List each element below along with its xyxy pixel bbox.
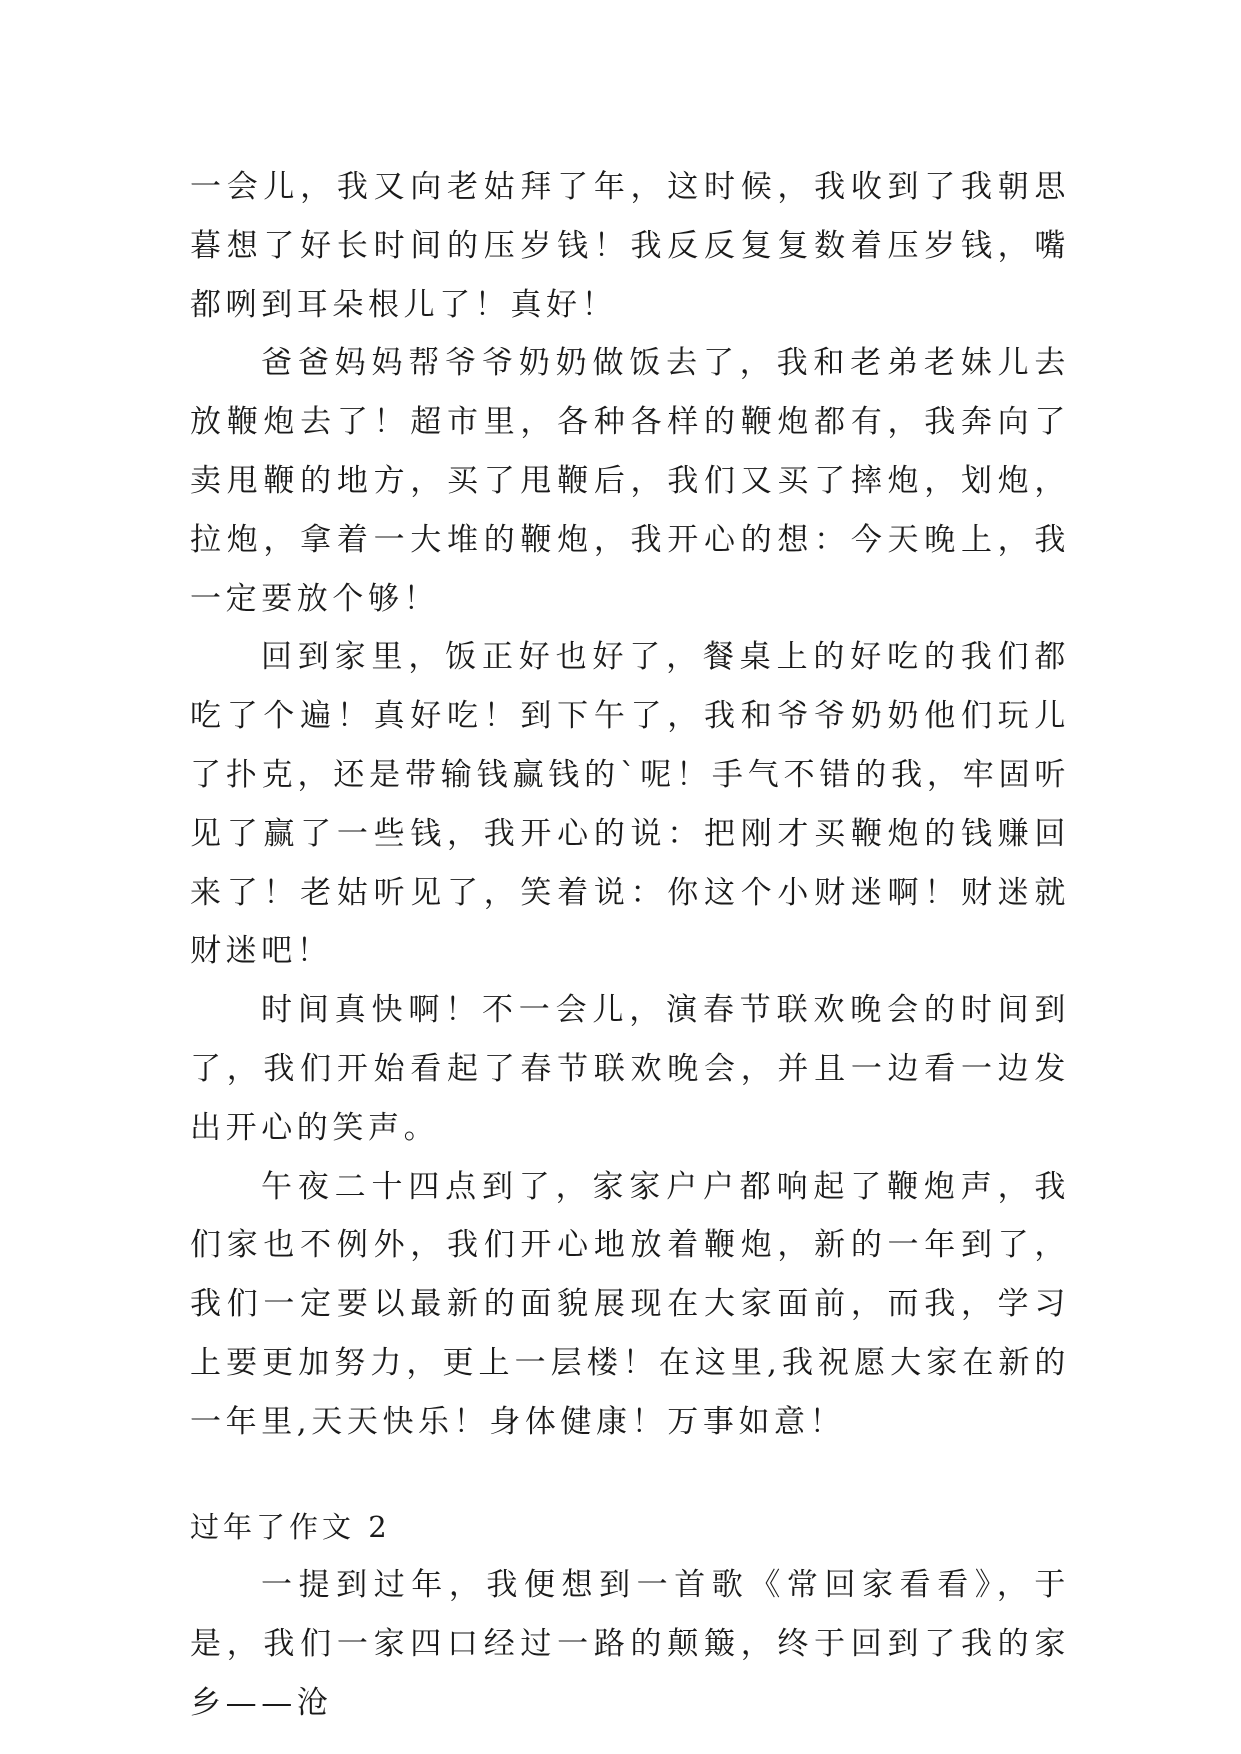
paragraph-dinner-cards: 回到家里，饭正好也好了，餐桌上的好吃的我们都吃了个遍！真好吃！到下午了，我和爷爷奶奶他们玩儿了扑克，还是带输钱赢钱的`呢！手气不错的我，牢固听见了赢了一些钱，我开心的说：把刚才买鞭炮的钱赚回来了！老姑听见了，笑着说：你这个小财迷啊！财迷就财迷吧！ <box>190 639 1070 970</box>
section-title: 过年了作文 2 <box>190 1509 391 1544</box>
paragraph-red-envelope: 一会儿，我又向老姑拜了年，这时候，我收到了我朝思暮想了好长时间的压岁钱！我反反复复数着压岁钱，嘴都咧到耳朵根儿了！真好！ <box>190 169 1070 323</box>
document-body <box>190 158 1070 1733</box>
paragraph-midnight: 午夜二十四点到了，家家户户都响起了鞭炮声，我们家也不例外，我们开心地放着鞭炮，新的一年到了，我们一定要以最新的面貌展现在大家面前，而我，学习上要更加努力，更上一层楼！在这里,我祝愿大家在新的一年里,天天快乐！身体健康！万事如意！ <box>190 1168 1070 1440</box>
paragraph-homecoming: 一提到过年，我便想到一首歌《常回家看看》，于是，我们一家四口经过一路的颠簸，终于回到了我的家乡——沧 <box>190 1567 1070 1721</box>
paragraph-gala: 时间真快啊！不一会儿，演春节联欢晚会的时间到了，我们开始看起了春节联欢晚会，并且一边看一边发出开心的笑声。 <box>190 992 1070 1146</box>
paragraph-firecrackers: 爸爸妈妈帮爷爷奶奶做饭去了，我和老弟老妹儿去放鞭炮去了！超市里，各种各样的鞭炮都有，我奔向了卖甩鞭的地方，买了甩鞭后，我们又买了摔炮，划炮，拉炮，拿着一大堆的鞭炮，我开心的想：今天晚上，我一定要放个够！ <box>190 345 1070 617</box>
